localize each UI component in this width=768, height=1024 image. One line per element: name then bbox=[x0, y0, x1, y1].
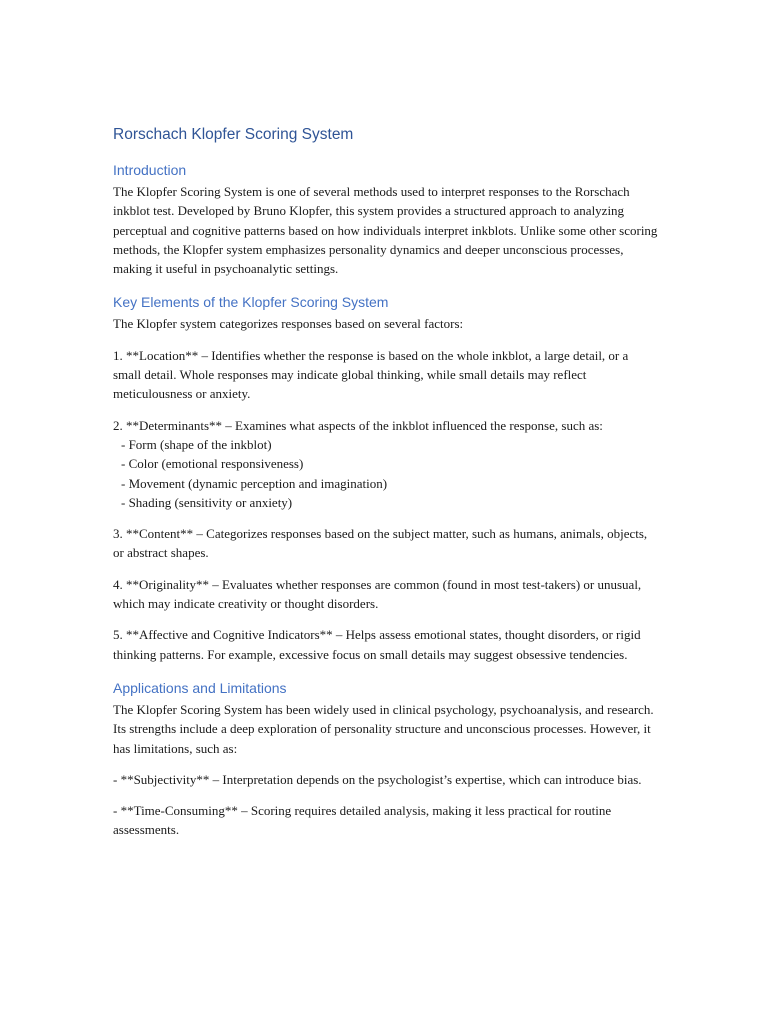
document-title: Rorschach Klopfer Scoring System bbox=[113, 126, 354, 143]
sub-item-shading: - Shading (sensitivity or anxiety) bbox=[121, 494, 293, 510]
introduction-paragraph: The Klopfer Scoring System is one of several methods used to interpret responses to the Rorschach inkblot test. Developed by Bruno Klopfer, this system provides a structured approach to analyzing perceptual and cognitive patterns based on how individuals interpret inkblots. Unlike some other scoring methods, the Klopfer system emphasizes personality dynamics and deeper unconscious processes, making it useful in psychoanalytic settings. bbox=[113, 184, 658, 277]
determinants-text: 2. **Determinants** – Examines what aspects of the inkblot influenced the response, such as: bbox=[113, 417, 603, 433]
list-item-originality: 4. **Originality** – Evaluates whether responses are common (found in most test-takers) or unusual, which may indicate creativity or thought disorders. bbox=[113, 576, 642, 612]
document-page bbox=[113, 124, 658, 852]
sub-item-form: - Form (shape of the inkblot) bbox=[121, 436, 272, 452]
limitation-time-consuming: - **Time-Consuming** – Scoring requires detailed analysis, making it less practical for routine assessments. bbox=[113, 803, 612, 838]
list-item-location: 1. **Location** – Identifies whether the response is based on the whole inkblot, a large detail, or a small detail. Whole responses may indicate global thinking, while small details may reflect meticulousness or anxiety. bbox=[113, 347, 629, 402]
list-item-content: 3. **Content** – Categorizes responses based on the subject matter, such as humans, animals, objects, or abstract shapes. bbox=[113, 526, 648, 561]
sub-item-color: - Color (emotional responsiveness) bbox=[121, 456, 304, 472]
section-heading-introduction: Introduction bbox=[113, 162, 187, 178]
sub-item-movement: - Movement (dynamic perception and imagination) bbox=[121, 475, 388, 491]
section-heading-applications: Applications and Limitations bbox=[113, 679, 287, 696]
key-elements-lead: The Klopfer system categorizes responses based on several factors: bbox=[113, 316, 464, 332]
applications-paragraph: The Klopfer Scoring System has been widely used in clinical psychology, psychoanalysis, and research. Its strengths include a deep exploration of personality structure and unconscious processes. However, it has limitations, such as: bbox=[113, 701, 654, 756]
list-item-affective-cognitive: 5. **Affective and Cognitive Indicators** – Helps assess emotional states, thought disorders, or rigid thinking patterns. For example, excessive focus on small details may suggest obsessive tendencies. bbox=[113, 627, 641, 662]
list-item-determinants bbox=[113, 416, 658, 512]
section-heading-key-elements: Key Elements of the Klopfer Scoring System bbox=[113, 294, 389, 311]
limitation-subjectivity: - **Subjectivity** – Interpretation depends on the psychologist’s expertise, which can introduce bias. bbox=[113, 771, 642, 787]
